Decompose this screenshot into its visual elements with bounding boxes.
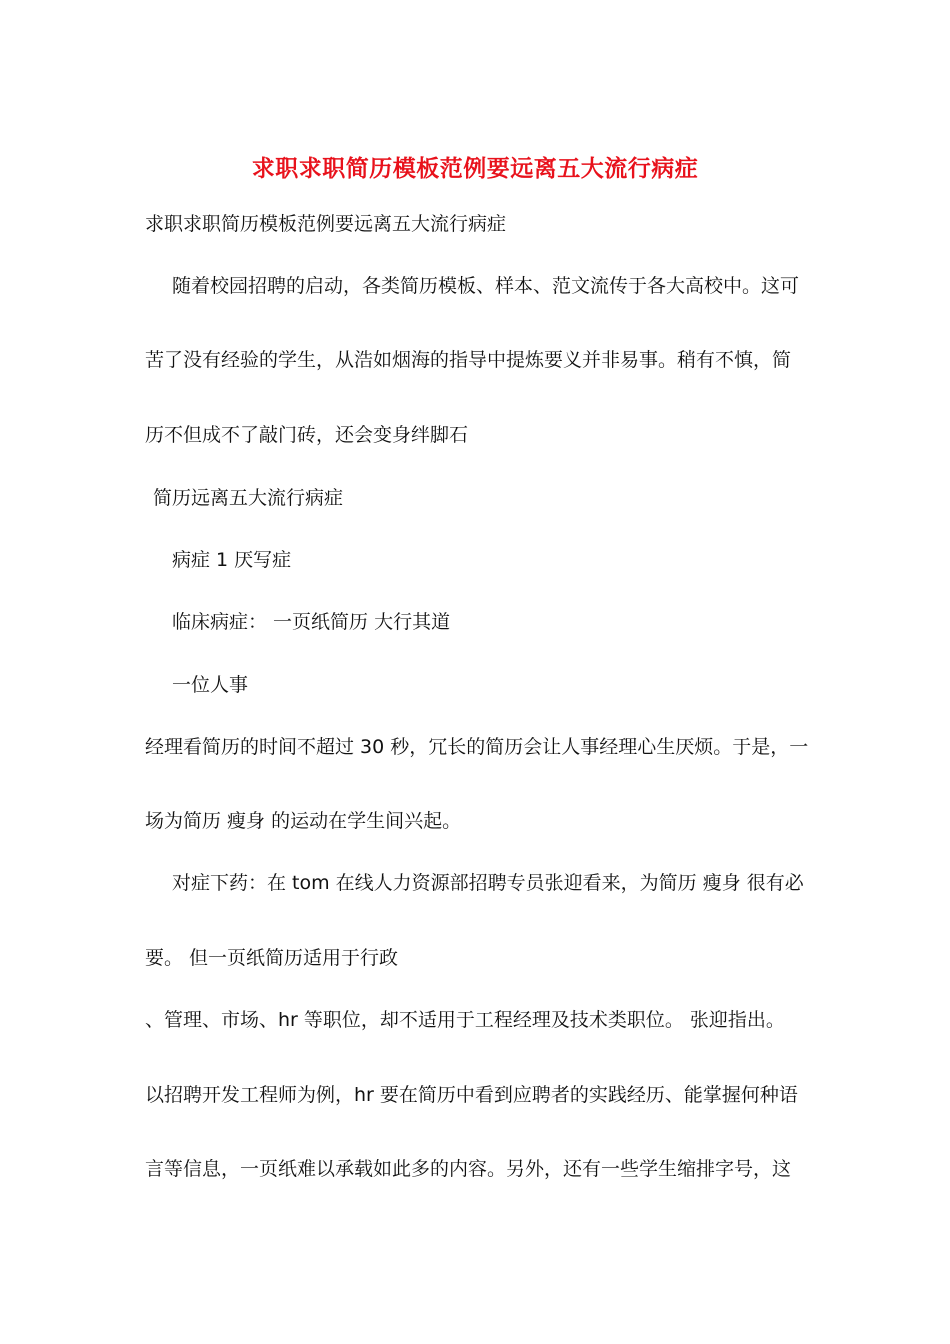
paragraph-line: 历不但成不了敲门砖，还会变身绊脚石 <box>145 424 469 446</box>
paragraph-line: 病症 1 厌写症 <box>172 549 292 571</box>
paragraph-line: 要。 但一页纸简历适用于行政 <box>145 947 399 969</box>
document-title: 求职求职简历模板范例要远离五大流行病症 <box>251 155 699 182</box>
paragraph-line: 一位人事 <box>172 674 249 696</box>
paragraph-line: 苦了没有经验的学生，从浩如烟海的指导中提炼要义并非易事。稍有不慎，简 <box>145 349 792 371</box>
paragraph-line: 随着校园招聘的启动，各类简历模板、样本、范文流传于各大高校中。这可 <box>172 275 800 297</box>
paragraph-line: 场为简历 瘦身 的运动在学生间兴起。 <box>145 810 462 832</box>
paragraph-line: 以招聘开发工程师为例，hr 要在简历中看到应聘者的实践经历、能掌握何种语 <box>145 1084 798 1106</box>
paragraph-line: 临床病症： 一页纸简历 大行其道 <box>172 611 451 633</box>
section-heading: 简历远离五大流行病症 <box>153 487 344 509</box>
paragraph-line: 经理看简历的时间不超过 30 秒，冗长的简历会让人事经理心生厌烦。于是，一 <box>145 736 809 758</box>
paragraph-line: 、管理、市场、hr 等职位，却不适用于工程经理及技术类职位。 张迎指出。 <box>145 1009 785 1031</box>
document-subtitle: 求职求职简历模板范例要远离五大流行病症 <box>145 213 507 235</box>
paragraph-line: 对症下药：在 tom 在线人力资源部招聘专员张迎看来，为简历 瘦身 很有必 <box>172 872 804 894</box>
paragraph-line: 言等信息，一页纸难以承载如此多的内容。另外，还有一些学生缩排字号，这 <box>145 1158 792 1180</box>
